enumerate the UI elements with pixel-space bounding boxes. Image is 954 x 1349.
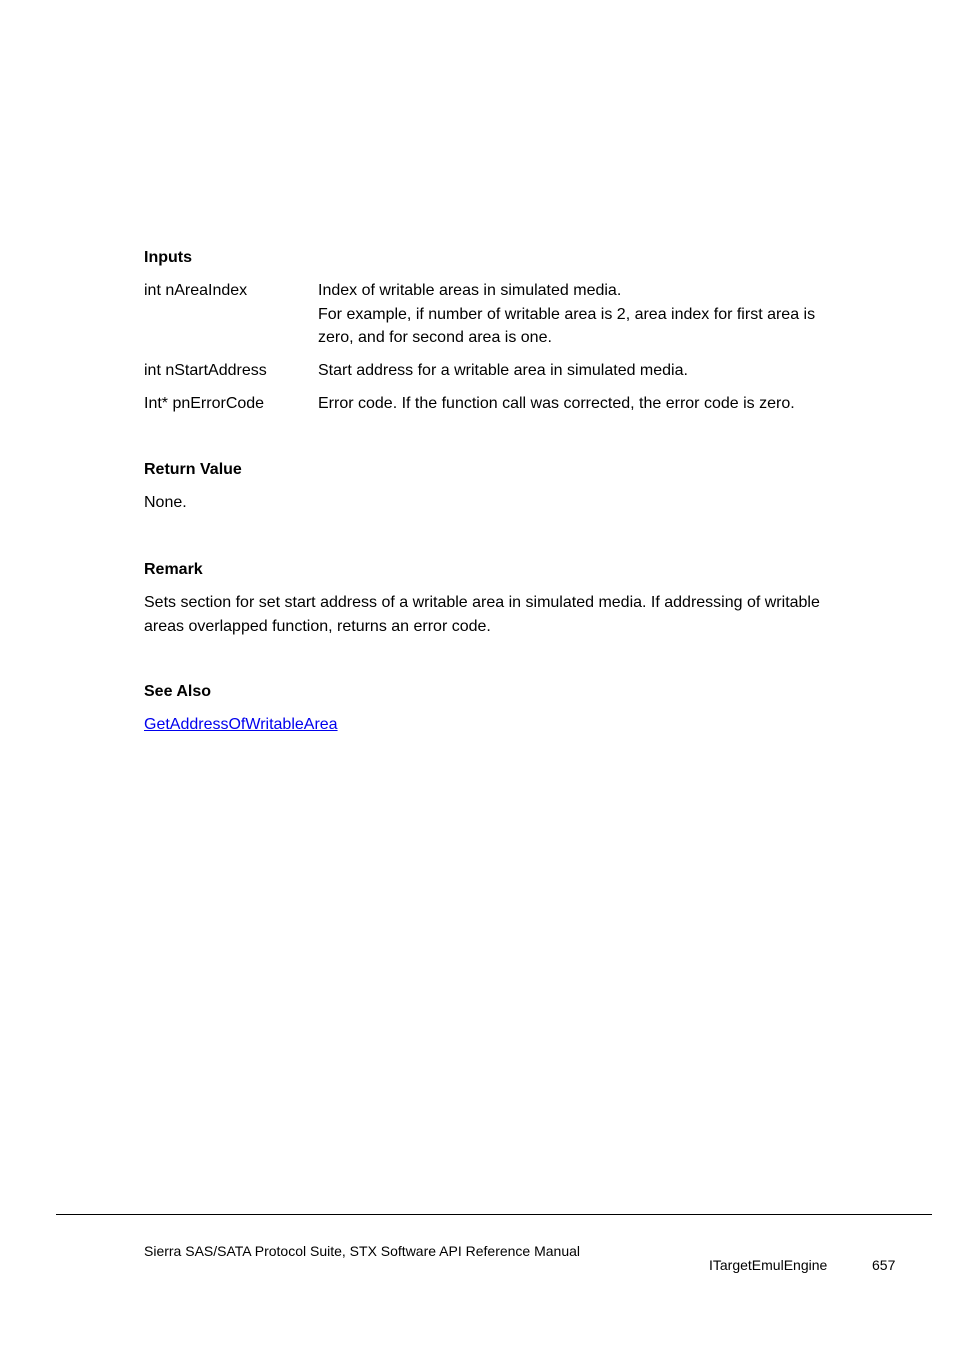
footer-section-name: ITargetEmulEngine [709,1257,828,1273]
see-also-container [144,713,338,737]
see-also-link[interactable]: GetAddressOfWritableArea [144,716,338,733]
param-desc-line: Error code. If the function call was corrected, the error code is zero. [318,395,795,412]
param-desc-nstart-address [318,359,898,383]
param-desc-line: For example, if number of writable area is 2, area index for first area is [318,305,816,323]
param-desc-narea-index [318,279,898,350]
param-name-nstart-address: int nStartAddress [144,362,267,379]
footer-divider [56,1214,932,1215]
param-desc-line: Start address for a writable area in simulated media. [318,362,688,379]
param-name-narea-index: int nAreaIndex [144,282,248,299]
footer-manual-title: Sierra SAS/SATA Protocol Suite, STX Software API Reference Manual [144,1243,581,1259]
footer-page-number: 657 [872,1257,896,1273]
remark-heading: Remark [144,561,203,578]
remark-line: areas overlapped function, returns an error code. [144,617,491,635]
param-desc-line: zero, and for second area is one. [318,329,552,346]
return-value-text: None. [144,494,187,511]
return-value-heading: Return Value [144,461,242,478]
param-name-pnerror-code: Int* pnErrorCode [144,395,265,412]
param-desc-pnerror-code [318,392,898,416]
remark-line: Sets section for set start address of a writable area in simulated media. If addressing of writable [144,594,820,611]
see-also-heading: See Also [144,683,211,700]
param-desc-line: Index of writable areas in simulated media. [318,282,622,299]
remark-text [144,591,820,638]
inputs-heading: Inputs [144,249,192,266]
